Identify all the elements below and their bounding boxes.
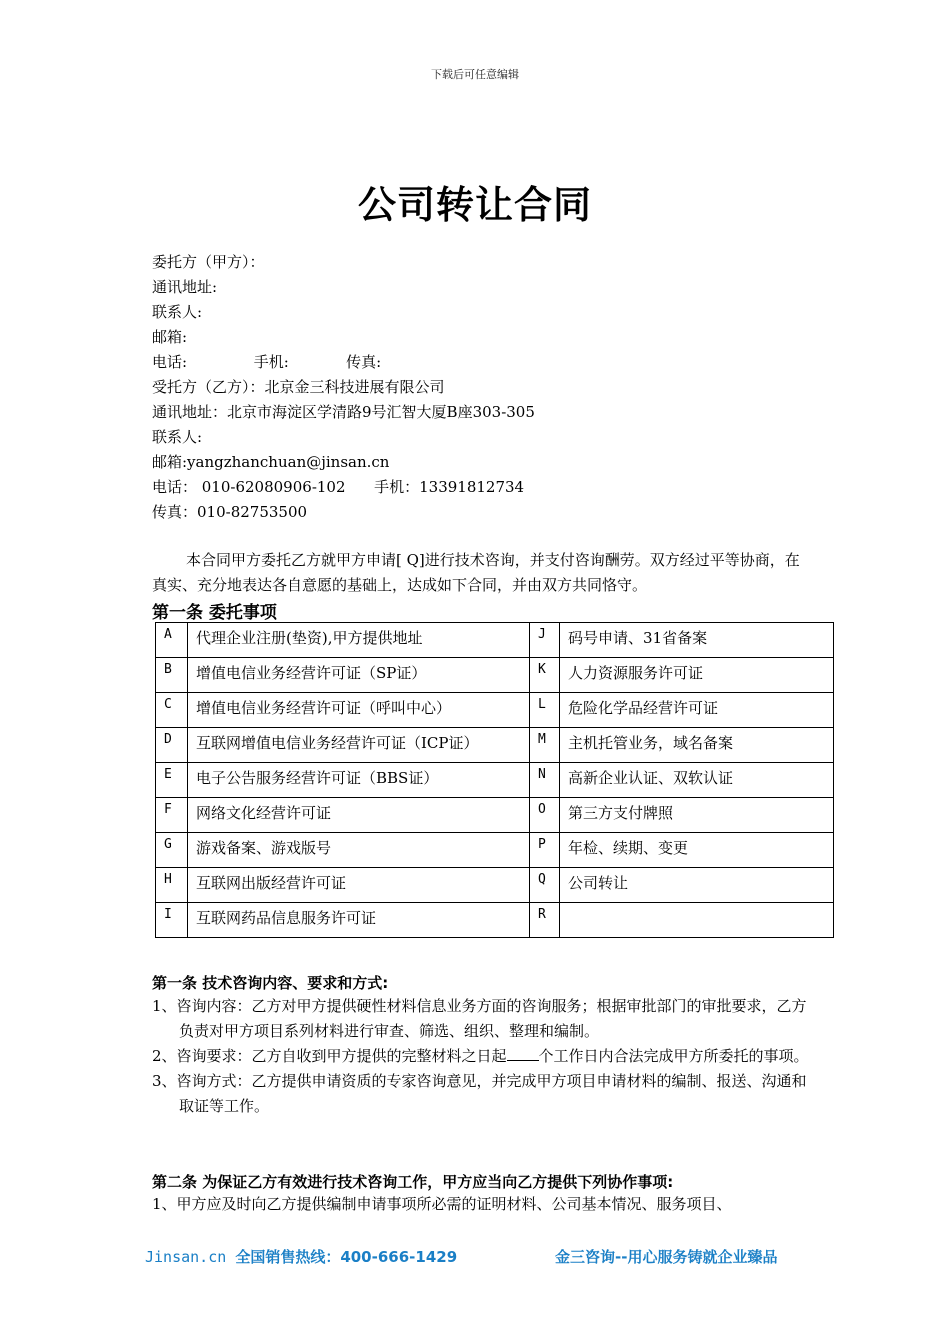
item-desc-left: 互联网出版经营许可证 [188, 868, 530, 903]
section1-title: 第一条 委托事项 [152, 603, 277, 623]
item-desc-left: 电子公告服务经营许可证（BBS证） [188, 763, 530, 798]
item-desc-left: 游戏备案、游戏版号 [188, 833, 530, 868]
party-line: 电话： 010-62080906-102 手机：13391812734 [152, 478, 525, 496]
item-desc-right: 年检、续期、变更 [560, 833, 834, 868]
table-row [156, 728, 834, 763]
section2-list [152, 1192, 812, 1217]
item-desc-right: 主机托管业务，域名备案 [560, 728, 834, 763]
item-code-left: D [156, 728, 188, 763]
party-line: 通讯地址: [152, 278, 218, 296]
consult-list [152, 994, 812, 1119]
item-code-right: P [530, 833, 560, 868]
table-row [156, 903, 834, 938]
consult-item-part: 2、咨询要求：乙方自收到甲方提供的完整材料之日起 [152, 1047, 507, 1065]
table-row [156, 623, 834, 658]
item-code-left: A [156, 623, 188, 658]
item-code-right: Q [530, 868, 560, 903]
table-row [156, 833, 834, 868]
consult-title: 第一条 技术咨询内容、要求和方式: [152, 974, 389, 992]
document-title: 公司转让合同 [357, 183, 592, 227]
item-desc-left: 网络文化经营许可证 [188, 798, 530, 833]
section2-title: 第二条 为保证乙方有效进行技术咨询工作，甲方应当向乙方提供下列协作事项: [152, 1173, 674, 1191]
item-desc-right: 第三方支付牌照 [560, 798, 834, 833]
item-code-right: M [530, 728, 560, 763]
item-desc-left: 增值电信业务经营许可证（SP证） [188, 658, 530, 693]
footer-site[interactable]: Jinsan.cn [145, 1248, 227, 1266]
party-line: 联系人: [152, 303, 203, 321]
footer-left [145, 1246, 457, 1267]
party-line: 电话: 手机: 传真: [152, 353, 382, 371]
item-desc-right: 码号申请、31省备案 [560, 623, 834, 658]
consult-item: 1、咨询内容：乙方对甲方提供硬性材料信息业务方面的咨询服务；根据审批部门的审批要求，乙方负责对甲方项目系列材料进行审查、筛选、组织、整理和编制。 [152, 997, 807, 1040]
table-row [156, 658, 834, 693]
table-row [156, 693, 834, 728]
intro-paragraph: 本合同甲方委托乙方就甲方申请[ Q]进行技术咨询，并支付咨询酬劳。双方经过平等协商，在真实、充分地表达各自意愿的基础上，达成如下合同，并由双方共同恪守。 [152, 551, 800, 594]
item-code-left: G [156, 833, 188, 868]
section2-item: 1、甲方应及时向乙方提供编制申请事项所必需的证明材料、公司基本情况、服务项目、 [152, 1195, 732, 1213]
item-code-right: R [530, 903, 560, 938]
party-line: 邮箱: [152, 328, 188, 346]
item-code-left: E [156, 763, 188, 798]
party-line: 受托方（乙方）：北京金三科技进展有限公司 [152, 378, 445, 396]
item-code-left: C [156, 693, 188, 728]
footer-hotline: 全国销售热线：400-666-1429 [235, 1248, 458, 1266]
item-code-right: L [530, 693, 560, 728]
item-desc-right: 危险化学品经营许可证 [560, 693, 834, 728]
item-code-left: F [156, 798, 188, 833]
item-desc-left: 互联网药品信息服务许可证 [188, 903, 530, 938]
item-code-right: N [530, 763, 560, 798]
items-table [155, 622, 834, 938]
party-line: 委托方（甲方）： [152, 253, 265, 271]
table-row [156, 763, 834, 798]
item-code-left: I [156, 903, 188, 938]
party-info [152, 250, 535, 525]
item-code-right: O [530, 798, 560, 833]
blank-field [507, 1044, 539, 1061]
party-line: 通讯地址：北京市海淀区学清路9号汇智大厦B座303-305 [152, 403, 535, 421]
item-desc-right: 公司转让 [560, 868, 834, 903]
footer-slogan: 金三咨询--用心服务铸就企业臻品 [555, 1248, 778, 1266]
party-line: 联系人: [152, 428, 203, 446]
table-row [156, 868, 834, 903]
table-row [156, 798, 834, 833]
item-code-left: H [156, 868, 188, 903]
item-code-right: J [530, 623, 560, 658]
item-desc-right: 高新企业认证、双软认证 [560, 763, 834, 798]
item-desc-left: 增值电信业务经营许可证（呼叫中心） [188, 693, 530, 728]
header-note: 下载后可任意编辑 [431, 68, 519, 81]
item-desc-left: 互联网增值电信业务经营许可证（ICP证） [188, 728, 530, 763]
party-line: 邮箱:yangzhanchuan@jinsan.cn [152, 453, 390, 471]
consult-item: 3、咨询方式：乙方提供申请资质的专家咨询意见，并完成甲方项目申请材料的编制、报送、沟通和取证等工作。 [152, 1072, 807, 1115]
consult-item [152, 1044, 812, 1069]
party-line: 传真：010-82753500 [152, 503, 308, 521]
item-desc-left: 代理企业注册(垫资),甲方提供地址 [188, 623, 530, 658]
item-code-left: B [156, 658, 188, 693]
item-code-right: K [530, 658, 560, 693]
item-desc-right [560, 903, 834, 938]
consult-item-part: 个工作日内合法完成甲方所委托的事项。 [538, 1047, 809, 1065]
item-desc-right: 人力资源服务许可证 [560, 658, 834, 693]
